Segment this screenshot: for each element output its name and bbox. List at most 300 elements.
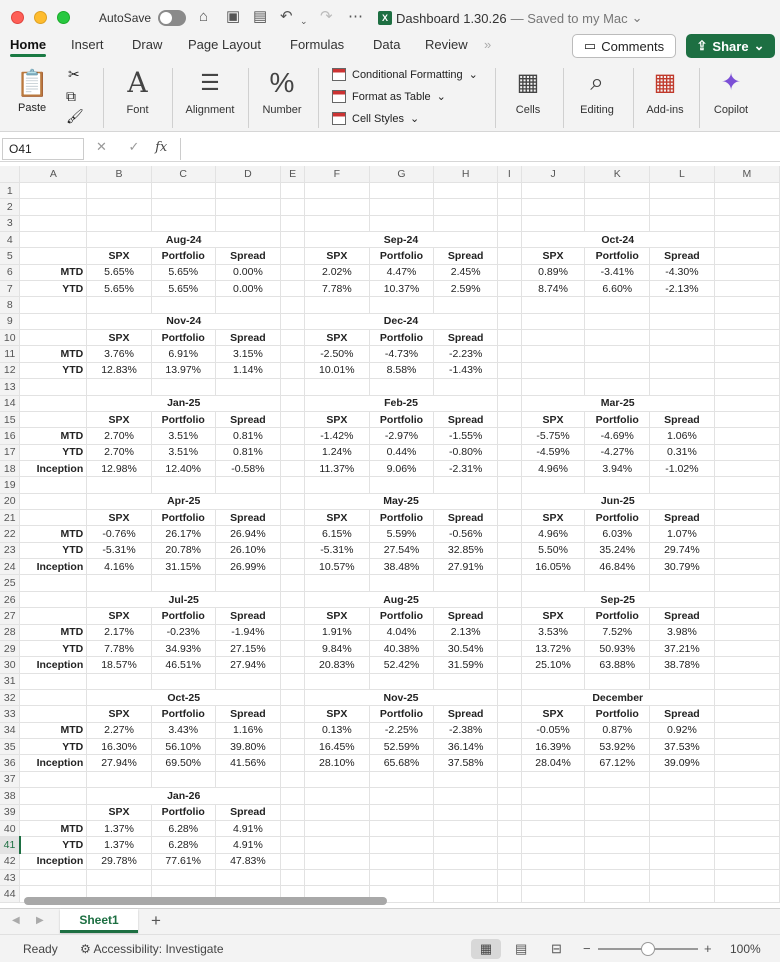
row-label[interactable]: Inception [20, 657, 87, 673]
cell[interactable] [305, 804, 370, 820]
cell[interactable] [151, 477, 215, 493]
cell[interactable] [714, 411, 779, 427]
cell[interactable] [498, 248, 522, 264]
cell[interactable] [498, 559, 522, 575]
cell[interactable] [434, 673, 498, 689]
cell[interactable] [498, 362, 522, 378]
number-group[interactable] [254, 60, 310, 132]
alignment-group[interactable] [178, 60, 242, 132]
cell[interactable] [281, 788, 305, 804]
column-label[interactable]: SPX [87, 248, 152, 264]
value-cell[interactable]: 29.78% [87, 853, 152, 869]
cell[interactable] [281, 330, 305, 346]
column-header-l[interactable]: L [650, 166, 715, 182]
cell[interactable] [714, 313, 779, 329]
cell[interactable] [434, 297, 498, 313]
value-cell[interactable]: 27.94% [87, 755, 152, 771]
cell[interactable] [650, 804, 715, 820]
cell[interactable] [20, 706, 87, 722]
cell[interactable] [305, 297, 370, 313]
row-label[interactable]: MTD [20, 264, 87, 280]
cell[interactable] [585, 477, 650, 493]
row-header[interactable]: 37 [0, 771, 20, 787]
cell[interactable] [281, 231, 305, 247]
value-cell[interactable]: 3.43% [151, 722, 215, 738]
value-cell[interactable]: 31.15% [151, 559, 215, 575]
save-icon[interactable]: ▣ [226, 8, 241, 25]
cell[interactable] [20, 215, 87, 231]
row-label[interactable]: Inception [20, 853, 87, 869]
column-label[interactable]: SPX [87, 608, 152, 624]
column-label[interactable]: Spread [215, 608, 281, 624]
cell[interactable] [215, 379, 281, 395]
value-cell[interactable]: 6.60% [585, 281, 650, 297]
column-label[interactable]: SPX [87, 411, 152, 427]
value-cell[interactable]: -0.58% [215, 460, 281, 476]
row-header[interactable]: 9 [0, 313, 20, 329]
block-title[interactable]: Jul-25 [87, 591, 281, 607]
cell[interactable] [87, 771, 152, 787]
cell[interactable] [650, 575, 715, 591]
column-label[interactable]: Portfolio [585, 510, 650, 526]
value-cell[interactable]: 1.14% [215, 362, 281, 378]
paste-label[interactable]: Paste [18, 102, 47, 114]
tab-review[interactable]: Review [425, 37, 468, 52]
cell[interactable] [498, 853, 522, 869]
copy-icon[interactable]: ⧉ [66, 88, 76, 104]
column-label[interactable]: Portfolio [151, 608, 215, 624]
value-cell[interactable]: 16.30% [87, 739, 152, 755]
value-cell[interactable]: 31.59% [434, 657, 498, 673]
row-header[interactable]: 7 [0, 281, 20, 297]
cell[interactable] [215, 215, 281, 231]
column-header-a[interactable]: A [20, 166, 87, 182]
value-cell[interactable]: 37.21% [650, 640, 715, 656]
column-label[interactable]: Spread [215, 706, 281, 722]
column-header-c[interactable]: C [151, 166, 215, 182]
cell[interactable] [151, 297, 215, 313]
cell[interactable] [87, 199, 152, 215]
cell[interactable] [498, 591, 522, 607]
column-label[interactable]: Portfolio [151, 804, 215, 820]
value-cell[interactable]: 0.81% [215, 428, 281, 444]
row-header[interactable]: 17 [0, 444, 20, 460]
cell[interactable] [585, 313, 650, 329]
cell[interactable] [20, 510, 87, 526]
row-header[interactable]: 32 [0, 690, 20, 706]
cell[interactable] [305, 199, 370, 215]
cell[interactable] [498, 575, 522, 591]
cell[interactable] [714, 362, 779, 378]
cell[interactable] [281, 444, 305, 460]
cell[interactable] [585, 886, 650, 902]
cell[interactable] [281, 739, 305, 755]
row-header[interactable]: 33 [0, 706, 20, 722]
row-header[interactable]: 36 [0, 755, 20, 771]
value-cell[interactable]: -4.59% [521, 444, 585, 460]
cell[interactable] [714, 886, 779, 902]
cell[interactable] [650, 199, 715, 215]
conditional-formatting-button[interactable] [332, 68, 478, 81]
cell[interactable] [714, 804, 779, 820]
cell[interactable] [498, 510, 522, 526]
cell[interactable] [281, 362, 305, 378]
row-label[interactable]: Inception [20, 559, 87, 575]
block-title[interactable]: Nov-24 [87, 313, 281, 329]
cell[interactable] [20, 313, 87, 329]
cell[interactable] [714, 853, 779, 869]
copilot-group[interactable] [704, 60, 758, 132]
value-cell[interactable]: -5.31% [305, 542, 370, 558]
select-all-corner[interactable] [0, 166, 20, 182]
cell[interactable] [714, 657, 779, 673]
cell[interactable] [215, 477, 281, 493]
cell[interactable] [281, 542, 305, 558]
cell[interactable] [434, 837, 498, 853]
cell[interactable] [714, 739, 779, 755]
cell[interactable] [714, 869, 779, 885]
value-cell[interactable]: 4.96% [521, 460, 585, 476]
value-cell[interactable]: 2.59% [434, 281, 498, 297]
value-cell[interactable]: 1.06% [650, 428, 715, 444]
page-break-view-icon[interactable]: ⊟ [551, 941, 562, 956]
value-cell[interactable]: 20.78% [151, 542, 215, 558]
cell[interactable] [714, 526, 779, 542]
cell[interactable] [585, 297, 650, 313]
cell[interactable] [281, 411, 305, 427]
value-cell[interactable]: 27.54% [369, 542, 434, 558]
column-label[interactable]: Spread [215, 510, 281, 526]
column-label[interactable]: Portfolio [585, 248, 650, 264]
cell[interactable] [434, 771, 498, 787]
value-cell[interactable]: 0.81% [215, 444, 281, 460]
value-cell[interactable]: 4.47% [369, 264, 434, 280]
cell[interactable] [585, 853, 650, 869]
cell[interactable] [498, 624, 522, 640]
cell[interactable] [498, 804, 522, 820]
block-title[interactable]: Jun-25 [521, 493, 714, 509]
cell[interactable] [521, 330, 585, 346]
value-cell[interactable]: 2.45% [434, 264, 498, 280]
cell[interactable] [20, 199, 87, 215]
column-label[interactable]: SPX [305, 411, 370, 427]
cell[interactable] [215, 771, 281, 787]
confirm-icon[interactable]: ✓ [128, 139, 140, 154]
cell[interactable] [281, 248, 305, 264]
cell[interactable] [20, 231, 87, 247]
column-label[interactable]: SPX [87, 706, 152, 722]
value-cell[interactable]: 12.40% [151, 460, 215, 476]
cell[interactable] [650, 215, 715, 231]
cell[interactable] [498, 477, 522, 493]
value-cell[interactable]: 20.83% [305, 657, 370, 673]
spreadsheet-grid[interactable] [0, 166, 780, 908]
value-cell[interactable]: 77.61% [151, 853, 215, 869]
cell[interactable] [498, 379, 522, 395]
row-header[interactable]: 19 [0, 477, 20, 493]
cell[interactable] [498, 313, 522, 329]
cell[interactable] [650, 869, 715, 885]
row-header[interactable]: 23 [0, 542, 20, 558]
tab-home[interactable]: Home [10, 37, 47, 52]
cell[interactable] [369, 379, 434, 395]
value-cell[interactable]: -1.02% [650, 460, 715, 476]
row-header[interactable]: 20 [0, 493, 20, 509]
row-label[interactable]: Inception [20, 460, 87, 476]
cell[interactable] [20, 395, 87, 411]
cell[interactable] [215, 297, 281, 313]
value-cell[interactable]: -4.73% [369, 346, 434, 362]
zoom-out-icon[interactable]: − [583, 941, 591, 956]
row-label[interactable]: MTD [20, 526, 87, 542]
cell[interactable] [434, 215, 498, 231]
cell[interactable] [281, 853, 305, 869]
value-cell[interactable]: 3.51% [151, 444, 215, 460]
cell[interactable] [498, 657, 522, 673]
cell[interactable] [714, 231, 779, 247]
row-header[interactable]: 21 [0, 510, 20, 526]
value-cell[interactable]: -2.23% [434, 346, 498, 362]
cell[interactable] [215, 869, 281, 885]
column-label[interactable]: SPX [305, 510, 370, 526]
cell[interactable] [281, 690, 305, 706]
cell[interactable] [281, 297, 305, 313]
value-cell[interactable]: -2.38% [434, 722, 498, 738]
cell[interactable] [498, 215, 522, 231]
cell[interactable] [498, 428, 522, 444]
value-cell[interactable]: 32.85% [434, 542, 498, 558]
cell[interactable] [305, 477, 370, 493]
cell[interactable] [281, 706, 305, 722]
cell[interactable] [434, 477, 498, 493]
cell[interactable] [20, 493, 87, 509]
value-cell[interactable]: 27.94% [215, 657, 281, 673]
block-title[interactable]: Nov-25 [305, 690, 498, 706]
cell[interactable] [369, 477, 434, 493]
column-label[interactable]: Portfolio [151, 706, 215, 722]
value-cell[interactable]: -4.27% [585, 444, 650, 460]
cell[interactable] [305, 820, 370, 836]
row-header[interactable]: 44 [0, 886, 20, 902]
value-cell[interactable]: 53.92% [585, 739, 650, 755]
value-cell[interactable]: 47.83% [215, 853, 281, 869]
cell[interactable] [369, 869, 434, 885]
cell[interactable] [585, 837, 650, 853]
zoom-window-button[interactable] [57, 11, 70, 24]
cell[interactable] [281, 771, 305, 787]
cell[interactable] [305, 853, 370, 869]
document-title[interactable] [378, 10, 643, 26]
cell[interactable] [281, 640, 305, 656]
value-cell[interactable]: -2.13% [650, 281, 715, 297]
value-cell[interactable]: 38.48% [369, 559, 434, 575]
column-label[interactable]: Portfolio [369, 248, 434, 264]
cell[interactable] [151, 673, 215, 689]
cell[interactable] [369, 837, 434, 853]
row-header[interactable]: 27 [0, 608, 20, 624]
row-label[interactable]: YTD [20, 444, 87, 460]
cell[interactable] [498, 739, 522, 755]
cell[interactable] [369, 199, 434, 215]
row-header[interactable]: 26 [0, 591, 20, 607]
cell[interactable] [20, 477, 87, 493]
cell[interactable] [281, 264, 305, 280]
cell[interactable] [281, 493, 305, 509]
cell[interactable] [521, 853, 585, 869]
column-label[interactable]: Portfolio [585, 706, 650, 722]
share-button[interactable] [686, 34, 775, 58]
cell[interactable] [434, 869, 498, 885]
column-label[interactable]: Spread [650, 411, 715, 427]
cell[interactable] [151, 869, 215, 885]
block-title[interactable]: May-25 [305, 493, 498, 509]
cell-styles-button[interactable] [332, 112, 419, 125]
value-cell[interactable]: 6.91% [151, 346, 215, 362]
value-cell[interactable]: 3.51% [151, 428, 215, 444]
column-label[interactable]: Portfolio [369, 510, 434, 526]
cell[interactable] [521, 362, 585, 378]
cell[interactable] [521, 886, 585, 902]
cell[interactable] [585, 804, 650, 820]
value-cell[interactable]: -0.05% [521, 722, 585, 738]
value-cell[interactable]: 4.96% [521, 526, 585, 542]
value-cell[interactable]: 3.98% [650, 624, 715, 640]
column-label[interactable]: SPX [305, 706, 370, 722]
page-layout-view-icon[interactable]: ▤ [515, 941, 528, 956]
row-header[interactable]: 42 [0, 853, 20, 869]
accessibility-status[interactable] [80, 942, 224, 956]
row-label[interactable]: YTD [20, 362, 87, 378]
tab-insert[interactable]: Insert [71, 37, 104, 52]
cell[interactable] [714, 477, 779, 493]
value-cell[interactable]: -4.69% [585, 428, 650, 444]
value-cell[interactable]: 1.37% [87, 820, 152, 836]
cell[interactable] [281, 624, 305, 640]
column-label[interactable]: SPX [305, 248, 370, 264]
home-icon[interactable]: ⌂ [199, 8, 209, 25]
row-label[interactable]: MTD [20, 346, 87, 362]
cell[interactable] [434, 853, 498, 869]
cell[interactable] [650, 313, 715, 329]
font-group[interactable] [110, 60, 165, 132]
value-cell[interactable]: 12.83% [87, 362, 152, 378]
cell[interactable] [521, 297, 585, 313]
value-cell[interactable]: 35.24% [585, 542, 650, 558]
cell[interactable] [87, 575, 152, 591]
cell[interactable] [714, 788, 779, 804]
cell[interactable] [87, 673, 152, 689]
column-label[interactable]: Portfolio [151, 248, 215, 264]
formula-input[interactable] [180, 138, 760, 160]
cell[interactable] [498, 706, 522, 722]
cell[interactable] [369, 182, 434, 198]
cell[interactable] [498, 199, 522, 215]
value-cell[interactable]: 11.37% [305, 460, 370, 476]
cell[interactable] [521, 771, 585, 787]
cell[interactable] [281, 869, 305, 885]
format-as-table-button[interactable] [332, 90, 446, 103]
cell[interactable] [650, 771, 715, 787]
value-cell[interactable]: 39.09% [650, 755, 715, 771]
cell[interactable] [20, 591, 87, 607]
row-header[interactable]: 13 [0, 379, 20, 395]
cell[interactable] [20, 673, 87, 689]
cell[interactable] [281, 673, 305, 689]
cell[interactable] [498, 690, 522, 706]
cell[interactable] [369, 820, 434, 836]
cell[interactable] [714, 608, 779, 624]
value-cell[interactable]: 1.91% [305, 624, 370, 640]
block-title[interactable]: Mar-25 [521, 395, 714, 411]
cell[interactable] [434, 182, 498, 198]
cell[interactable] [521, 477, 585, 493]
cell[interactable] [281, 755, 305, 771]
zoom-slider-thumb[interactable] [641, 942, 655, 956]
cell[interactable] [714, 460, 779, 476]
cell[interactable] [714, 542, 779, 558]
cancel-icon[interactable]: ✕ [96, 139, 107, 154]
value-cell[interactable]: 0.87% [585, 722, 650, 738]
cell[interactable] [498, 346, 522, 362]
value-cell[interactable]: 1.07% [650, 526, 715, 542]
cell[interactable] [498, 526, 522, 542]
column-label[interactable]: Portfolio [585, 608, 650, 624]
cell[interactable] [650, 673, 715, 689]
row-header[interactable]: 12 [0, 362, 20, 378]
value-cell[interactable]: 13.97% [151, 362, 215, 378]
row-header[interactable]: 40 [0, 820, 20, 836]
cell[interactable] [498, 722, 522, 738]
cell[interactable] [498, 444, 522, 460]
cell[interactable] [714, 346, 779, 362]
column-label[interactable]: Spread [215, 804, 281, 820]
cell[interactable] [20, 297, 87, 313]
cell[interactable] [714, 690, 779, 706]
block-title[interactable]: Aug-24 [87, 231, 281, 247]
cell[interactable] [20, 771, 87, 787]
value-cell[interactable]: -2.31% [434, 460, 498, 476]
column-label[interactable]: SPX [521, 608, 585, 624]
cell[interactable] [714, 199, 779, 215]
row-header[interactable]: 43 [0, 869, 20, 885]
value-cell[interactable]: 0.31% [650, 444, 715, 460]
value-cell[interactable]: 3.76% [87, 346, 152, 362]
cell[interactable] [305, 771, 370, 787]
value-cell[interactable]: 56.10% [151, 739, 215, 755]
cell[interactable] [369, 297, 434, 313]
cell[interactable] [521, 673, 585, 689]
autosave-toggle[interactable] [158, 10, 186, 26]
cell[interactable] [151, 771, 215, 787]
cell[interactable] [714, 395, 779, 411]
cell[interactable] [20, 575, 87, 591]
cell[interactable] [714, 297, 779, 313]
cell[interactable] [498, 869, 522, 885]
value-cell[interactable]: 26.17% [151, 526, 215, 542]
value-cell[interactable]: -1.94% [215, 624, 281, 640]
column-label[interactable]: SPX [305, 608, 370, 624]
cell[interactable] [521, 820, 585, 836]
cell[interactable] [585, 673, 650, 689]
cell[interactable] [714, 510, 779, 526]
comments-button[interactable] [572, 34, 676, 58]
cell[interactable] [714, 330, 779, 346]
column-label[interactable]: SPX [521, 706, 585, 722]
cell[interactable] [498, 411, 522, 427]
column-label[interactable]: SPX [87, 330, 152, 346]
cell[interactable] [281, 820, 305, 836]
value-cell[interactable]: 10.37% [369, 281, 434, 297]
